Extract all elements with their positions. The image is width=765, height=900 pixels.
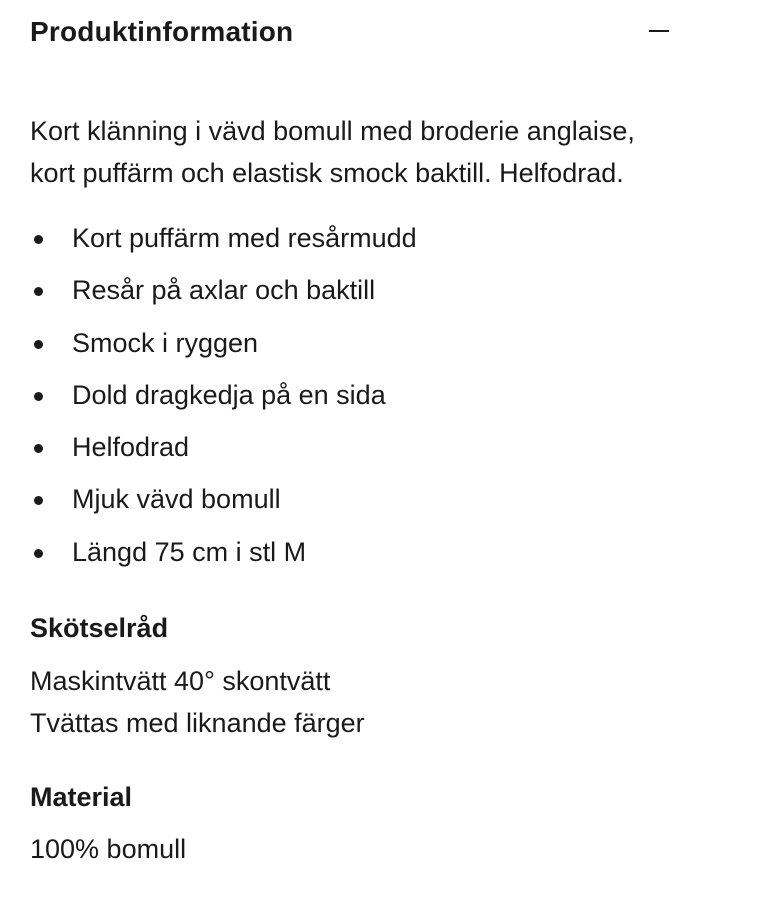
material-value: 100% bomull	[30, 834, 187, 864]
feature-item: Helfodrad	[30, 425, 417, 477]
care-title: Skötselråd	[30, 613, 169, 643]
description-line: kort puffärm och elastisk smock baktill. Helfodrad.	[30, 158, 624, 188]
feature-item: Kort puffärm med resårmudd	[30, 216, 417, 268]
accordion-title: Produktinformation	[30, 16, 294, 47]
feature-list	[30, 216, 417, 582]
care-line: Maskintvätt 40° skontvätt	[30, 666, 331, 696]
product-description	[30, 110, 730, 194]
feature-item: Dold dragkedja på en sida	[30, 373, 417, 425]
feature-item: Smock i ryggen	[30, 321, 417, 373]
description-line: Kort klänning i vävd bomull med broderie anglaise,	[30, 116, 635, 146]
care-instructions	[30, 660, 365, 744]
feature-item: Resår på axlar och baktill	[30, 268, 417, 320]
feature-item: Mjuk vävd bomull	[30, 477, 417, 529]
material-title: Material	[30, 782, 133, 812]
product-info-accordion-header[interactable]	[30, 0, 735, 64]
care-line: Tvättas med liknande färger	[30, 708, 365, 738]
feature-item: Längd 75 cm i stl M	[30, 530, 417, 582]
minus-icon[interactable]	[649, 30, 669, 32]
